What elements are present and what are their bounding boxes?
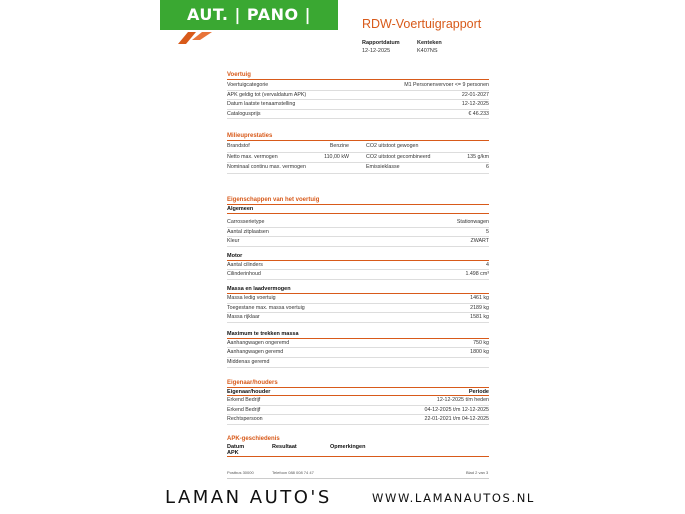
section-title: Eigenaar/houders (227, 380, 489, 388)
section-title: Eigenschappen van het voertuig (227, 197, 489, 205)
section-title: Voertuig (227, 72, 489, 80)
table-row: Erkend Bedrijf 04-12-2025 t/m 12-12-2025 (227, 406, 489, 416)
table-row: Massa rijklaar 1581 kg (227, 313, 489, 323)
brand-logo-text: LAMAN AUTO'S (165, 487, 332, 508)
subsection-title: Massa en laadvermogen (227, 286, 489, 294)
owners-table-header: Eigenaar/houder Periode (227, 389, 489, 395)
table-row: APK geldig tot (vervaldatum APK) 22-01-2027 (227, 91, 489, 101)
section-title: Milieuprestaties (227, 133, 489, 141)
table-row: Kleur ZWART (227, 237, 489, 247)
report-date-value: 12-12-2025 (362, 48, 391, 54)
table-row: Datum laatste tenaamstelling 12-12-2025 (227, 100, 489, 110)
table-row: Catalogusprijs € 46.233 (227, 110, 489, 120)
table-row: Cilinderinhoud 1.498 cm³ (227, 270, 489, 280)
vehicle-section (227, 72, 489, 119)
website-url: WWW.LAMANAUTOS.NL (372, 491, 535, 505)
properties-section (227, 197, 489, 368)
table-row: Aanhangwagen geremd 1800 kg (227, 348, 489, 358)
document-title: RDW-Voertuigrapport (362, 17, 482, 31)
plate-label: Kenteken (417, 40, 442, 46)
owners-section (227, 380, 489, 425)
apk-history-section (227, 436, 489, 457)
subsection-title: Algemeen (227, 206, 489, 214)
table-row: Aantal cilinders 4 (227, 261, 489, 271)
table-row: Rechtspersoon 22-01-2021 t/m 04-12-2025 (227, 415, 489, 425)
table-row: Toegestane max. massa voertuig 2189 kg (227, 304, 489, 314)
footer-page: Blad 2 van 3 (466, 470, 489, 475)
table-row: Aantal zitplaatsen 5 (227, 228, 489, 238)
apk-table-header: Datum APK Resultaat Opmerkingen (227, 444, 489, 457)
footer-phone: Telefoon 088 008 74 47 (272, 470, 314, 475)
table-row: Nominaal continu max. vermogen Emissieklasse 6 (227, 163, 489, 174)
table-row: Brandstof Benzine CO2 uitstoot gewogen (227, 142, 489, 153)
subsection-title: Motor (227, 253, 489, 261)
section-title: APK-geschiedenis (227, 436, 280, 442)
footer-address: Postbus 30000 (227, 470, 254, 475)
report-date-label: Rapportdatum (362, 40, 400, 46)
table-row: Middenas geremd (227, 358, 489, 368)
table-row: Massa ledig voertuig 1461 kg (227, 294, 489, 304)
promo-banner: AUT. | PANO | CARPLAY (160, 0, 338, 30)
environment-section (227, 133, 489, 174)
logo-mark-icon (178, 30, 212, 46)
plate-value: K407NS (417, 48, 438, 54)
table-row: Aanhangwagen ongeremd 750 kg (227, 339, 489, 349)
table-row: Netto max. vermogen 110,00 kW CO2 uitstoot gecombineerd 135 g/km (227, 153, 489, 164)
table-row: Voertuigcategorie M1 Personenvervoer <= 9 personen (227, 81, 489, 91)
subsection-title: Maximum te trekken massa (227, 331, 489, 339)
table-row: Carrosserietype Stationwagen (227, 218, 489, 228)
footer-divider (227, 478, 489, 482)
table-row: Erkend Bedrijf 12-12-2025 t/m heden (227, 396, 489, 406)
